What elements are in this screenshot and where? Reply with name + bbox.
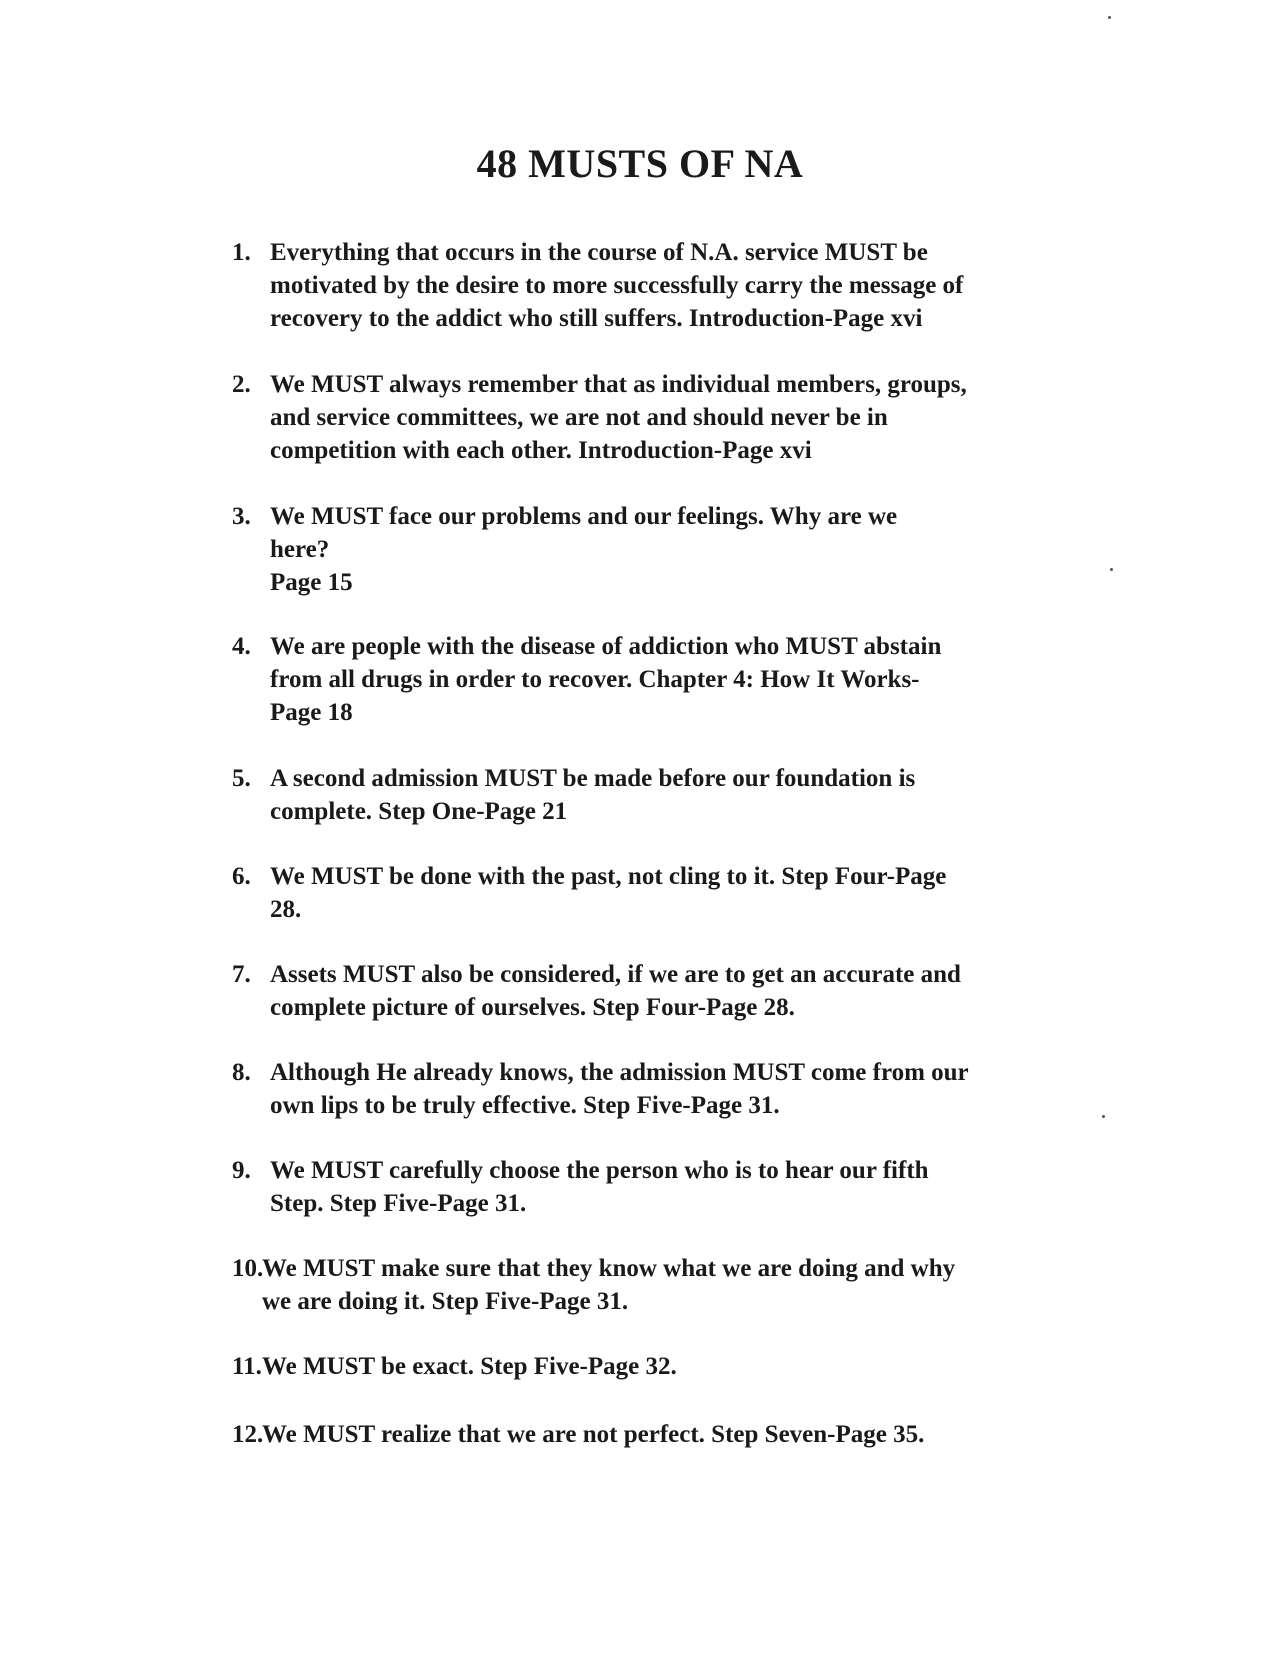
scan-speck (1108, 16, 1111, 19)
list-item-line: A second admission MUST be made before our foundation is (270, 765, 916, 792)
list-item-line: and service committees, we are not and should never be in (270, 404, 888, 431)
list-item-line: We MUST always remember that as individual members, groups, (270, 371, 967, 398)
list-item-text (232, 1154, 1112, 1220)
list-item-line: We MUST realize that we are not perfect. Step Seven-Page 35. (262, 1421, 925, 1448)
list-item-line: from all drugs in order to recover. Chapter 4: How It Works- (270, 666, 920, 693)
list-item-number: 7. (232, 961, 251, 988)
list-item (232, 762, 1112, 828)
list-item-line: complete. Step One-Page 21 (270, 798, 568, 825)
scan-speck (1110, 568, 1113, 571)
list-item (232, 860, 1112, 926)
list-item-line: Page 15 (270, 569, 353, 596)
list-item (232, 1154, 1112, 1220)
list-item-number: 12. (232, 1421, 264, 1448)
list-item-line: 28. (270, 896, 302, 923)
list-item-line: Everything that occurs in the course of N.A. service MUST be (270, 239, 928, 266)
list-item-text (232, 368, 1112, 467)
list-item-line: we are doing it. Step Five-Page 31. (262, 1288, 629, 1315)
list-item-number: 2. (232, 371, 251, 398)
list-item (232, 1418, 1112, 1451)
list-item (232, 1252, 1112, 1318)
list-item-line: Assets MUST also be considered, if we are to get an accurate and (270, 961, 961, 988)
list-item (232, 958, 1112, 1024)
list-item-text (232, 958, 1112, 1024)
list-item-line: competition with each other. Introduction-Page xvi (270, 437, 812, 464)
list-item-text (232, 1056, 1112, 1122)
list-item-line: Page 18 (270, 699, 353, 726)
list-item-line: motivated by the desire to more successfully carry the message of (270, 272, 964, 299)
list-item-line: We MUST make sure that they know what we are doing and why (262, 1255, 956, 1282)
list-item-number: 10. (232, 1255, 264, 1282)
list-item-number: 3. (232, 503, 251, 530)
page-title: 48 MUSTS OF NA (476, 141, 804, 186)
list-item-text (232, 500, 1112, 599)
list-item-line: recovery to the addict who still suffers. Introduction-Page xvi (270, 305, 923, 332)
list-item (232, 236, 1112, 335)
list-item-text (232, 1350, 1112, 1383)
list-item-text (232, 762, 1112, 828)
list-item-number: 4. (232, 633, 251, 660)
list-item-line: We MUST be exact. Step Five-Page 32. (262, 1353, 677, 1380)
list-item (232, 630, 1112, 729)
list-item-line: Step. Step Five-Page 31. (270, 1190, 527, 1217)
list-item-number: 11. (232, 1353, 262, 1380)
scan-speck (1102, 1115, 1105, 1118)
list-item (232, 1350, 1112, 1383)
list-item (232, 500, 1112, 599)
list-item-line: We are people with the disease of addiction who MUST abstain (270, 633, 942, 660)
list-item-number: 1. (232, 239, 251, 266)
list-item-text (232, 1252, 1112, 1318)
list-item-text (232, 630, 1112, 729)
list-item-text (232, 860, 1112, 926)
list-item-text (232, 1418, 1112, 1451)
list-item-line: Although He already knows, the admission MUST come from our (270, 1059, 969, 1086)
list-item-number: 9. (232, 1157, 251, 1184)
list-item-line: own lips to be truly effective. Step Five-Page 31. (270, 1092, 780, 1119)
list-item-number: 8. (232, 1059, 251, 1086)
list-item (232, 1056, 1112, 1122)
list-item-line: complete picture of ourselves. Step Four-Page 28. (270, 994, 795, 1021)
list-item-text (232, 236, 1112, 335)
list-item-number: 5. (232, 765, 251, 792)
list-item-line: We MUST face our problems and our feelings. Why are we (270, 503, 898, 530)
list-item-line: We MUST be done with the past, not cling to it. Step Four-Page (270, 863, 947, 890)
list-item (232, 368, 1112, 467)
list-item-line: here? (270, 536, 330, 563)
list-item-line: We MUST carefully choose the person who is to hear our fifth (270, 1157, 929, 1184)
list-item-number: 6. (232, 863, 251, 890)
